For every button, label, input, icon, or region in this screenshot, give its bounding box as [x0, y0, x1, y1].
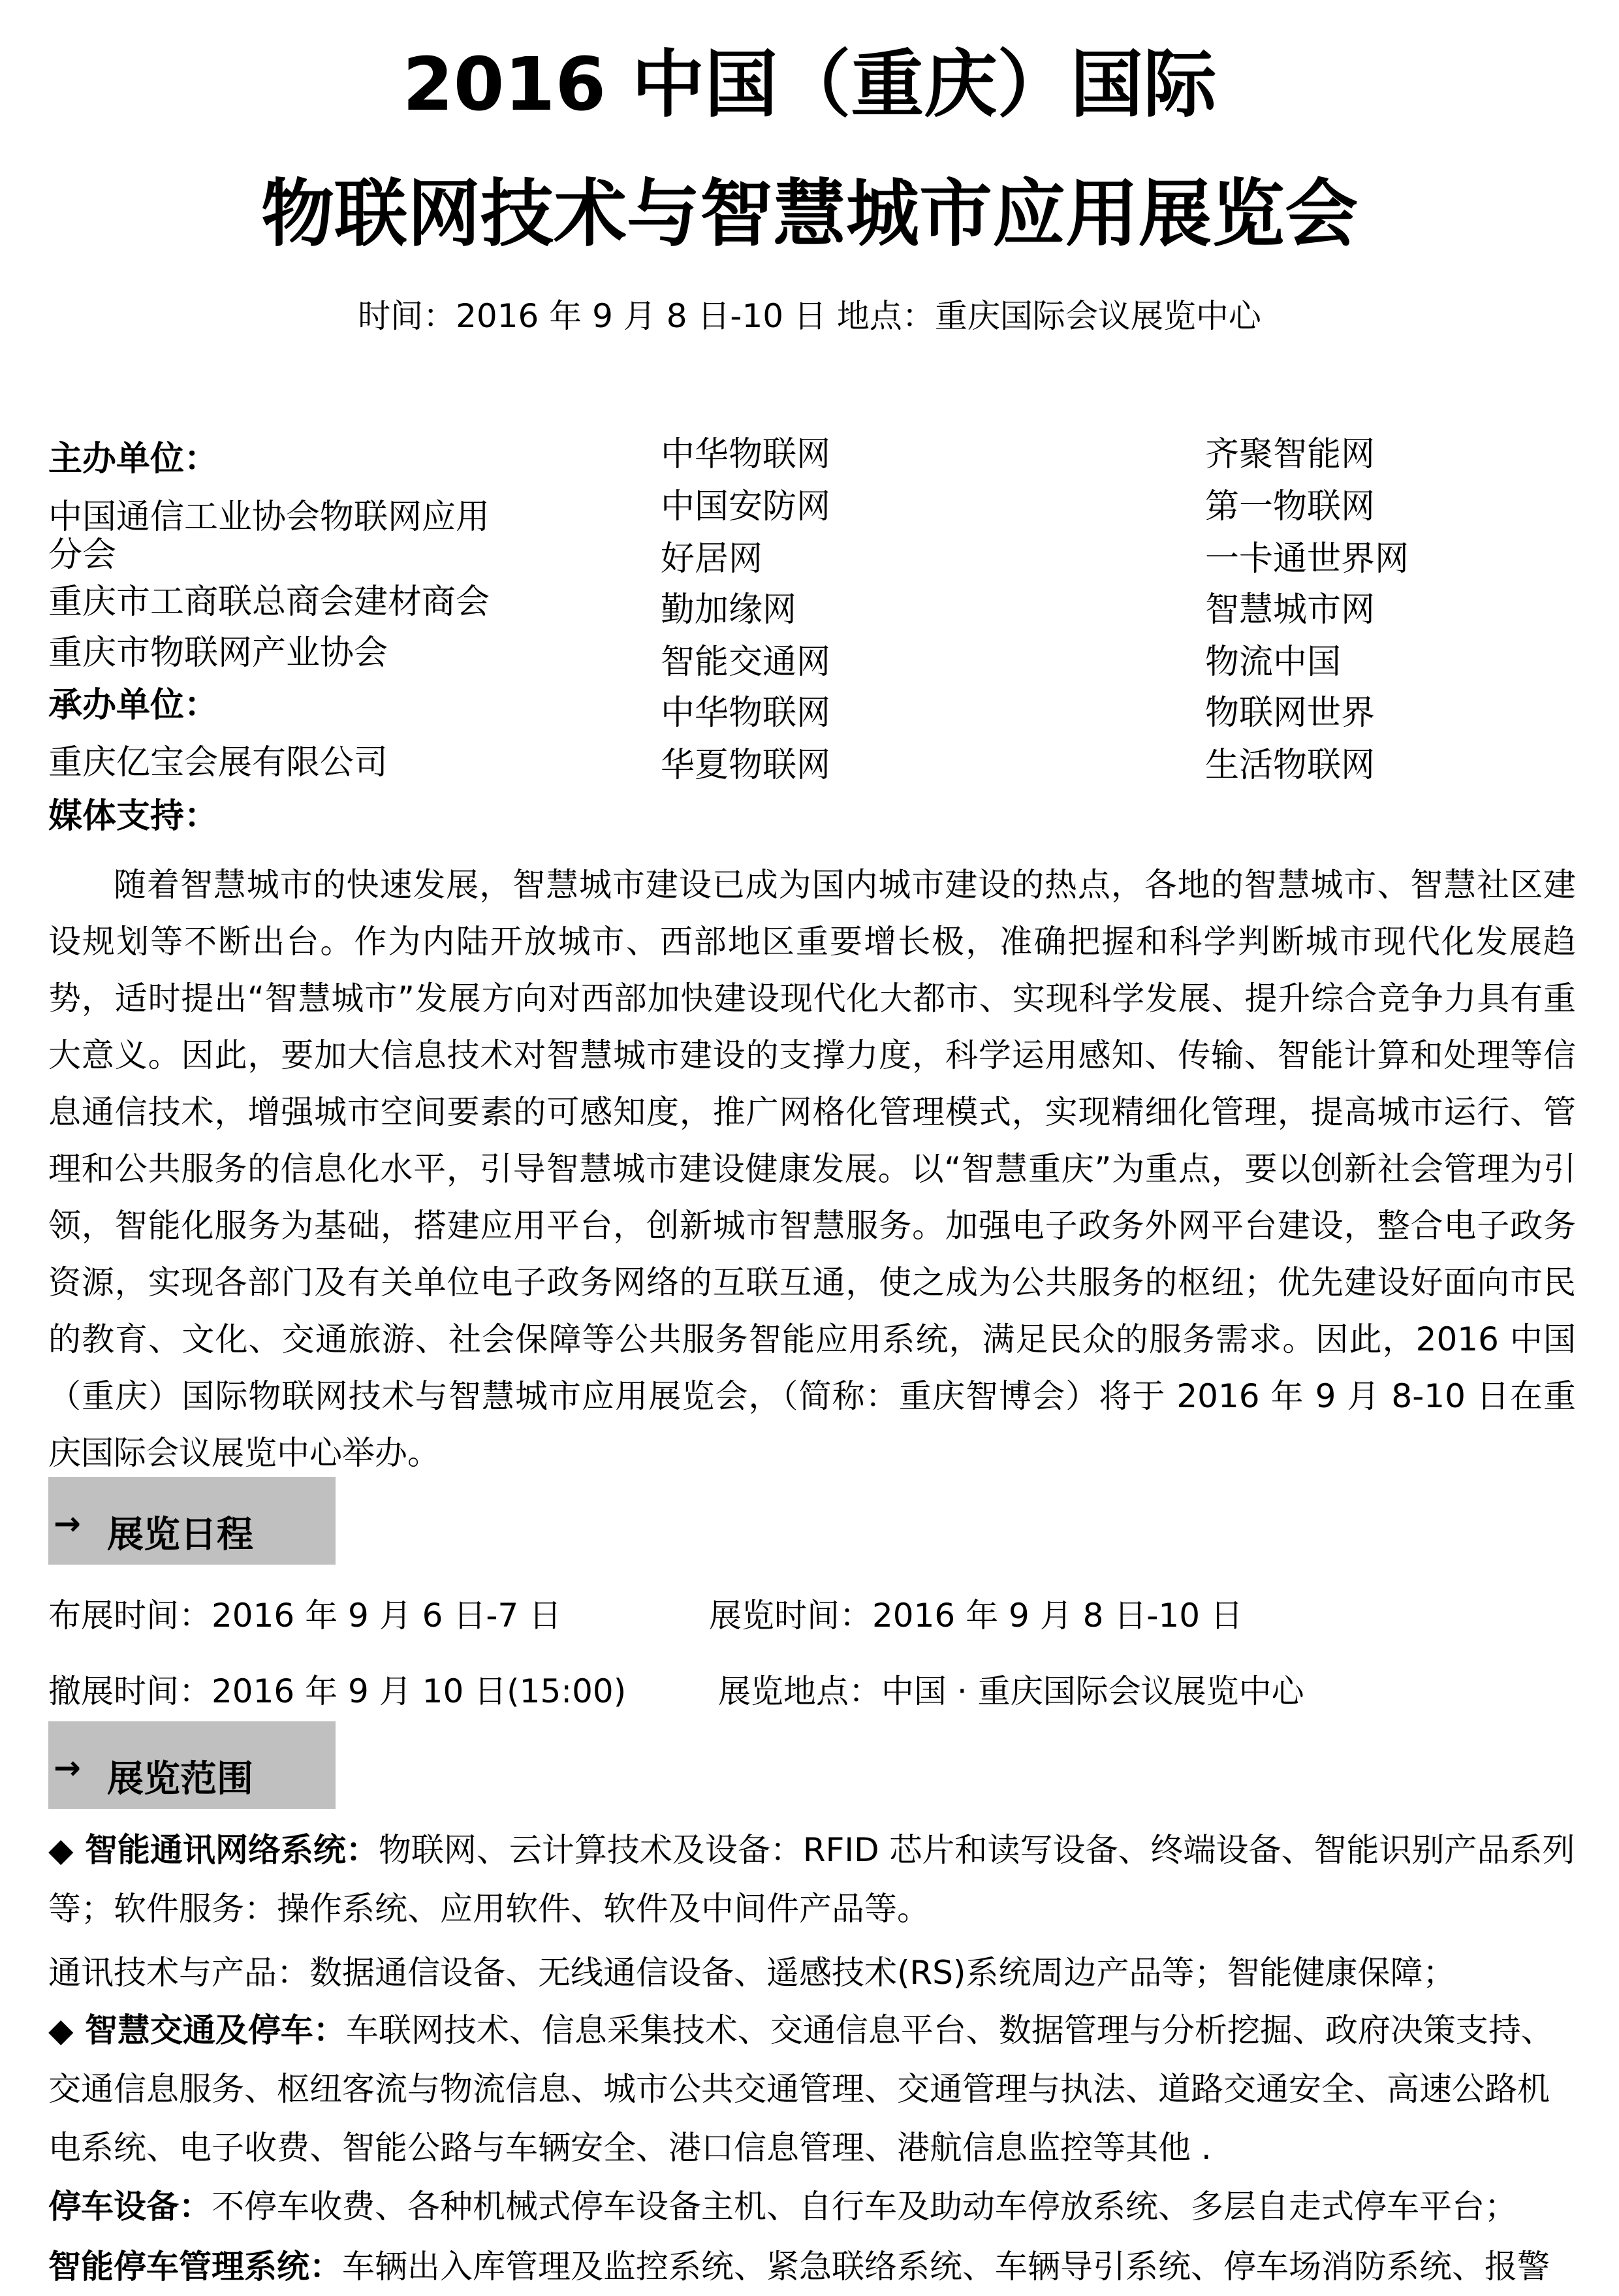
scope-item-text: 车辆出入库管理及监控系统、紧急联络系统、车辆导引系统、停车场消防系统、报警: [342, 2248, 1550, 2286]
scope-item-title: 智能停车管理系统：: [48, 2248, 342, 2286]
host-label: 主办单位：: [48, 439, 219, 479]
scope-item-text: 物联网、云计算技术及设备：RFID 芯片和读写设备、终端设备、智能识别产品系列等；软件服务：操作系统、应用软件、软件及中间件产品等。: [48, 1831, 1575, 1928]
media-item: 中国安防网: [661, 487, 831, 526]
intro-paragraph: 随着智慧城市的快速发展，智慧城市建设已成为国内城市建设的热点，各地的智慧城市、智慧社区建设规划等不断出台。作为内陆开放城市、西部地区重要增长极，准确把握和科学判断城市现代化发展趋势，适时提出“智慧城市”发展方向对西部加快建设现代化大都市、实现科学发展、提升综合竞争力具有重大意义。因此，要加大信息技术对智慧城市建设的支撑力度，科学运用感知、传输、智能计算和处理等信息通信技术，增强城市空间要素的可感知度，推广网格化管理模式，实现精细化管理，提高城市运行、管理和公共服务的信息化水平，引导智慧城市建设健康发展。以“智慧重庆”为重点，要以创新社会管理为引领，智能化服务为基础，搭建应用平台，创新城市智慧服务。加强电子政务外网平台建设，整合电子政务资源，实现各部门及有关单位电子政务网络的互联互通，使之成为公共服务的枢纽；优先建设好面向市民的教育、文化、交通旅游、社会保障等公共服务智能应用系统，满足民众的服务需求。因此，2016 中国（重庆）国际物联网技术与智慧城市应用展览会，（简称：重庆智博会）将于 2016 年 9 月 8-10 日在重庆国际会议展览中心举办。: [48, 866, 1576, 1472]
media-item: 智慧城市网: [1205, 590, 1375, 630]
media-item: 智能交通网: [661, 643, 831, 682]
media-item: 生活物联网: [1205, 746, 1375, 785]
scope-item-text: 车联网技术、信息采集技术、交通信息平台、数据管理与分析挖掘、政府决策支持、交通信息服务、枢纽客流与物流信息、城市公共交通管理、交通管理与执法、道路交通安全、高速公路机电系统、电子收费、智能公路与车辆安全、港口信息管理、港航信息监控等其他 .: [48, 2011, 1554, 2167]
section-title: 展览日程: [107, 1514, 253, 1556]
media-item: 好居网: [661, 539, 763, 579]
media-item: 华夏物联网: [661, 746, 831, 785]
arrow-right-icon: →: [54, 1749, 81, 1787]
setup-time: 布展时间：2016 年 9 月 6 日-7 日: [48, 1597, 562, 1634]
media-item: 中华物联网: [661, 694, 831, 733]
organizer-1: 重庆亿宝会展有限公司: [48, 743, 388, 782]
host-1b: 分会: [48, 535, 117, 575]
media-item: 第一物联网: [1205, 487, 1375, 526]
scope-item-text: 不停车收费、各种机械式停车设备主机、自行车及助动车停放系统、多层自走式停车平台；: [212, 2188, 1517, 2225]
host-1a: 中国通信工业协会物联网应用: [48, 498, 490, 537]
media-item: 勤加缘网: [661, 590, 797, 630]
exhibit-time: 展览时间：2016 年 9 月 8 日-10 日: [709, 1597, 1243, 1634]
media-item: 物联网世界: [1205, 694, 1375, 733]
scope-item-parking-system: [48, 2237, 1576, 2296]
teardown-time: 撤展时间：2016 年 9 月 10 日(15:00): [48, 1672, 627, 1710]
arrow-right-icon: →: [54, 1505, 81, 1542]
scope-item-parking-equipment: [48, 2177, 1576, 2236]
scope-item-traffic: [48, 2001, 1576, 2177]
scope-item-title: ◆ 智能通讯网络系统：: [48, 1831, 379, 1869]
time-place-line: 时间：2016 年 9 月 8 日-10 日 地点：重庆国际会议展览中心: [358, 297, 1261, 335]
section-title: 展览范围: [107, 1758, 253, 1800]
venue: 展览地点：中国 · 重庆国际会议展览中心: [718, 1672, 1304, 1710]
media-item: 齐聚智能网: [1205, 435, 1375, 474]
title-line-1: 2016 中国（重庆）国际: [402, 42, 1217, 127]
media-item: 物流中国: [1205, 643, 1342, 682]
scope-item-title: ◆ 智慧交通及停车：: [48, 2011, 346, 2049]
scope-item-comm-network: [48, 1821, 1576, 1938]
media-item: 一卡通世界网: [1205, 539, 1409, 579]
title-line-2: 物联网技术与智慧城市应用展览会: [261, 172, 1358, 257]
scope-item-title: 停车设备：: [48, 2188, 212, 2225]
media-label: 媒体支持：: [48, 797, 219, 836]
media-item: 中华物联网: [661, 435, 831, 474]
section-header-scope: [48, 1721, 336, 1809]
organizer-label: 承办单位：: [48, 686, 219, 725]
scope-item-comm-tech: 通讯技术与产品：数据通信设备、无线通信设备、遥感技术(RS)系统周边产品等；智能健康保障；: [48, 1954, 1456, 1992]
host-3: 重庆市物联网产业协会: [48, 633, 388, 673]
host-2: 重庆市工商联总商会建材商会: [48, 582, 490, 622]
section-header-schedule: [48, 1477, 336, 1565]
